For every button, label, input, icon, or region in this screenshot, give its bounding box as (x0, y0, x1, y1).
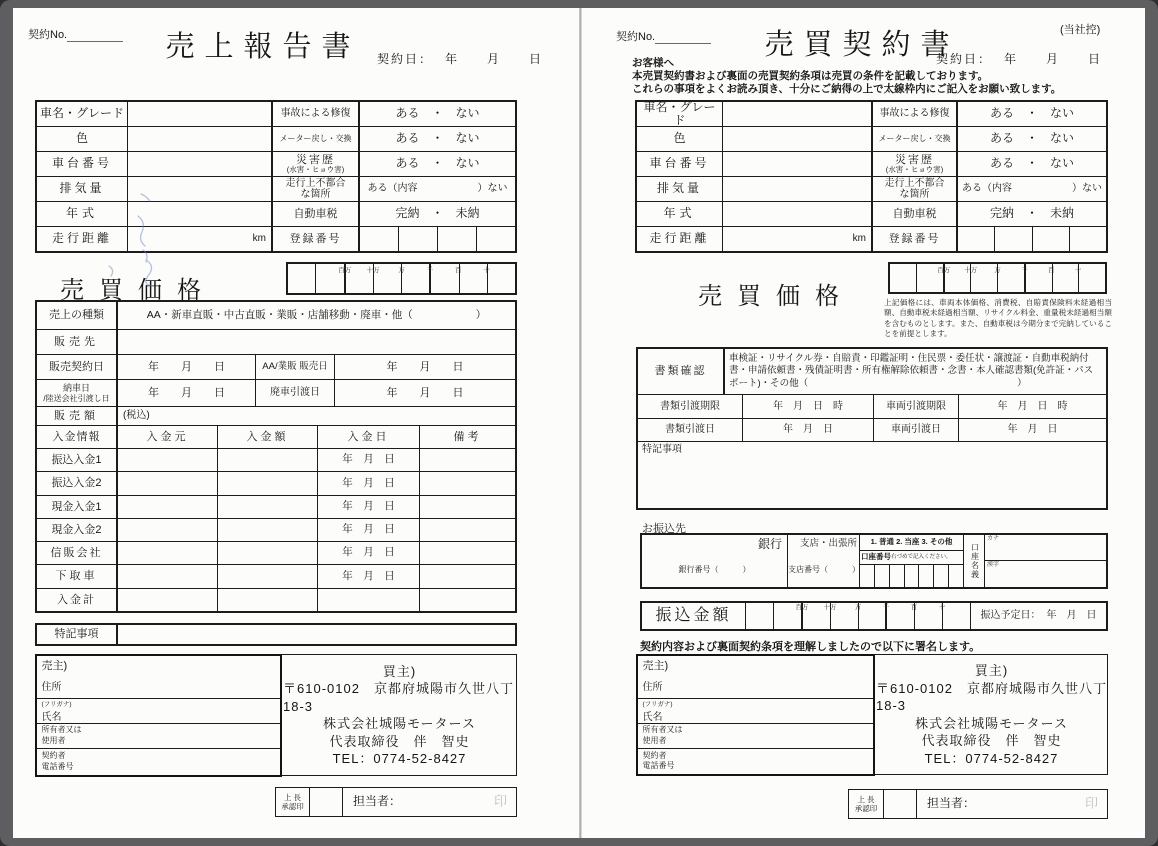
stamp-placeholder: 印 (493, 793, 507, 809)
holder-kana-field: カナ (985, 535, 1106, 561)
registration-no-field (956, 227, 1106, 251)
buyer-info: 買主) 〒610-0102 京都府城陽市久世八丁18-3 株式会社城陽モータース 代表取締役 伴 智史 TEL：0774-52-8427 (876, 663, 1107, 766)
vehicle-name-field (722, 102, 871, 126)
vehicle-info-table (35, 100, 517, 253)
customer-notice-line1: 本売買契約書および裏面の売買契約条項は売買の条件を記載しております。 (632, 70, 989, 82)
page-title: 売買契約書 (764, 29, 960, 61)
chassis-no-field (722, 152, 871, 176)
approval-stamp-field (309, 788, 342, 816)
table-row: 色 メーター戻し・交換 ある ・ ない (37, 126, 515, 151)
model-year-field (127, 202, 271, 226)
bank-transfer-box (640, 533, 1108, 589)
price-section-title: 売買価格 (60, 277, 216, 304)
bank-name-cell: 銀行 銀行番号（ ） (678, 537, 782, 574)
approval-stamp-label: 上 長 承認印 (854, 794, 878, 813)
sales-detail-table: 売上の種類 AA・新車直販・中古直販・業販・店舗移動・廃車・他（ ） 販売先 販売契約日 年 月 日 AA/業販 販売日 年 月 日 納車日 /陸送会社引渡し日 年 月 日 廃車引渡日 年 月 日 販売額 (税込) 入金情報 入金元 入金額 入金日 備考 振込入金1 年 月 日 振込入金2 年 月 日 現金入金1 年 月 日 現金入金2 年 月 日 信販会社 年 月 日 下取車 年 月 日 入金計 (35, 300, 517, 613)
sale-type-options: AA・新車直販・中古直販・業販・店舗移動・廃車・他（ ） (116, 302, 515, 329)
payment-row: 振込入金1 年 月 日 (37, 448, 515, 471)
holder-name-cell (984, 535, 1106, 587)
branch-name-cell: 支店・出張所 支店番号（ ） (787, 535, 859, 587)
transfer-date-cell: 振込予定日： 年 月 日 (970, 603, 1106, 629)
displacement-field (722, 177, 871, 201)
notes-row: 特記事項 (35, 623, 517, 646)
vehicle-name-label: 車名・グレード (39, 106, 124, 121)
approval-row: 上 長 承認印 担当者： 印 (848, 789, 1108, 819)
sales-contract-page (582, 8, 1145, 838)
contract-date-line: 契約日： 年 月 日 (936, 52, 1103, 66)
chassis-no-field (127, 152, 271, 176)
sale-amount-field: (税込) (116, 407, 515, 425)
seller-box: 売主) 住所 (フリガナ) 氏名 所有者又は 使用者 契約者 電話番号 (35, 654, 282, 777)
documents-table: 書類確認 車検証・リサイクル券・自賠責・印鑑証明・住民票・委任状・譲渡証・自動車税納付書・申請依頼書・残債証明書・所有権解除依頼書・念書・本人確認書類(免許証・パスポート)・その他（ ） 書類引渡期限 年 月 日 時 車両引渡期限 年 月 日 時 書類引渡日 年 月 日 車両引渡日 年 月 日 特記事項 (636, 347, 1108, 510)
account-number-boxes (860, 564, 963, 587)
payment-row: 現金入金1 年 月 日 (37, 495, 515, 518)
documents-list: 車検証・リサイクル券・自賠責・印鑑証明・住民票・委任状・譲渡証・自動車税納付書・申請依頼書・残債証明書・所有権解除依頼書・念書・本人確認書類(免許証・パスポート)・その他（ ） (723, 349, 1106, 394)
color-field (127, 127, 271, 151)
transfer-amount-row: 振込金額 百万 十万 万 千 百 十 振込予定日： 年 月 日 (640, 601, 1108, 631)
price-amount-grid: 百万 十万 万 千 百 十 (888, 262, 1107, 294)
bank-section-title: お振込先 (642, 523, 686, 535)
sales-report-page (13, 8, 579, 838)
seller-box: 売主) 住所 (フリガナ) 氏名 所有者又は 使用者 契約者 電話番号 (636, 654, 875, 776)
customer-notice-line2: これらの事項をよくお読み頂き、十分にご納得の上で太線枠内にご記入をお願い致します。 (632, 83, 1062, 95)
payment-row: 現金入金2 年 月 日 (37, 518, 515, 541)
copy-label: (当社控) (1060, 24, 1101, 36)
approval-stamp-label: 上 長 承認印 (281, 792, 304, 811)
color-field (722, 127, 871, 151)
mileage-field: km (722, 227, 871, 251)
transfer-amount-grid: 百万 十万 万 千 百 十 (745, 603, 970, 629)
party-section (636, 654, 1108, 775)
contract-date-line: 契約日： 年 月 日 (377, 52, 544, 66)
vehicle-info-table: 車名・グレード 事故による修復 ある ・ ない 色 メーター戻し・交換 ある ・ ない 車台番号 災害歴 (水害・ヒョウ害) ある ・ ない 排気量 走行上不都合 な箇所 ある（内容 ）ない 年式 自動車税 完納 ・ 未納 走行距離 km 登録番号 (635, 100, 1108, 253)
holder-kanji-field: 漢字 (987, 562, 1000, 568)
price-section-title: 売買価格 (698, 283, 854, 310)
vehicle-name-field (127, 102, 271, 126)
table-row: 車名・グレード 事故による修復 ある ・ ない (37, 102, 515, 126)
table-row: 走行距離 km 登録番号 (37, 226, 515, 251)
table-row: 年式 自動車税 完納 ・ 未納 (37, 201, 515, 226)
customer-notice-heading: お客様へ (632, 57, 674, 69)
displacement-field (127, 177, 271, 201)
contract-no-field: 契約No. (616, 28, 711, 44)
paper-sheet (13, 8, 1145, 838)
price-amount-grid: 百万 十万 万 千 百 十 (286, 262, 517, 295)
holder-label-cell: 口座名義 (963, 535, 984, 587)
account-cell: 1. 普通 2. 当座 3. その他 口座番号 右づめで記入ください。 (859, 535, 963, 587)
registration-no-field (358, 227, 515, 251)
page-title: 売上報告書 (165, 31, 361, 63)
contract-no-field: 契約No. (28, 26, 123, 42)
payment-total-row: 入金計 (37, 588, 515, 611)
signature-note: 契約内容および裏面契約条項を理解しましたので以下に署名します。 (640, 641, 981, 653)
price-note: 上記価格には、車両本体価格、消費税、自賠責保険料未経過相当額、自動車税未経過相当額、リサイクル料金、重量税未経過相当額を含むものとします。また、自動車税は今期分まで完納していることを前提とします。 (884, 298, 1112, 339)
party-section (35, 654, 517, 776)
table-row: 車台番号 災害歴 (水害・ヒョウ害) ある ・ ない (37, 151, 515, 176)
special-notes-box: 特記事項 (642, 444, 682, 455)
payment-row: 振込入金2 年 月 日 (37, 471, 515, 494)
table-row: 排気量 走行上不都合 な箇所 ある（内容 ）ない (37, 176, 515, 201)
model-year-field (722, 202, 871, 226)
approval-row: 上 長 承認印 担当者： 印 (275, 787, 517, 817)
mileage-field: km (127, 227, 271, 251)
buyer-info: 買主) 〒610-0102 京都府城陽市久世八丁18-3 株式会社城陽モータース 代表取締役 伴 智史 TEL：0774-52-8427 (283, 663, 514, 766)
sold-to-field (116, 330, 515, 354)
approval-stamp-field (883, 790, 916, 818)
stamp-placeholder: 印 (1084, 795, 1098, 811)
payment-row: 信販会社 年 月 日 (37, 541, 515, 564)
notes-field (116, 625, 515, 644)
payment-row: 下取車 年 月 日 (37, 564, 515, 587)
